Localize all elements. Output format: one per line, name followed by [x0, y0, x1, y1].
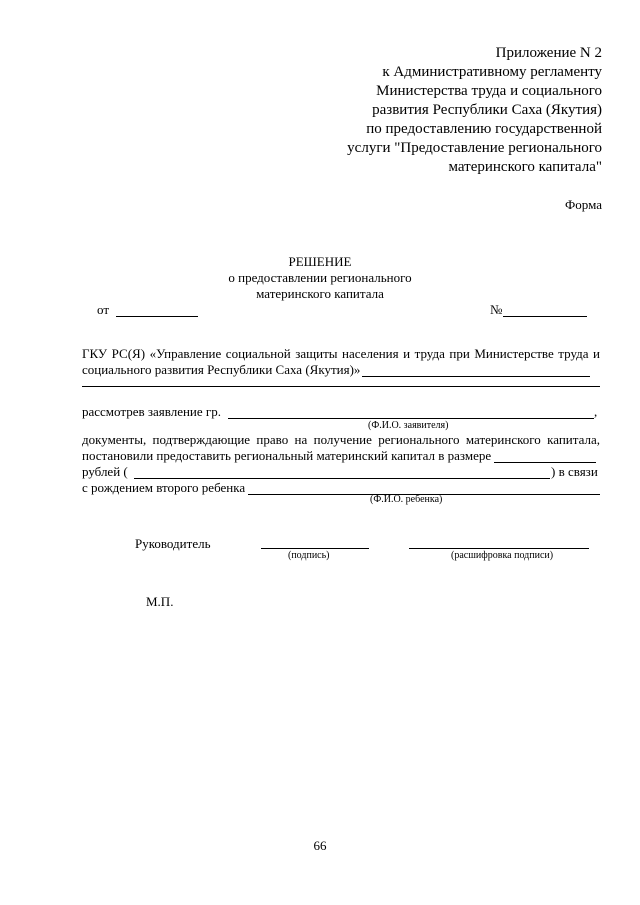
body-line-1: документы, подтверждающие право на получение регионального материнского капитала,: [82, 432, 600, 447]
signature-decode-field[interactable]: [409, 548, 589, 549]
body-line-2: постановили предоставить региональный материнский капитал в размере: [82, 448, 492, 463]
org-line-2: социального развития Республики Саха (Якутия)»: [82, 362, 361, 377]
title-heading: РЕШЕНИЕ: [288, 254, 352, 269]
applicant-name-field[interactable]: [228, 418, 594, 419]
appendix-header: [272, 44, 602, 177]
child-hint: (Ф.И.О. ребенка): [370, 494, 443, 505]
role-label: Руководитель: [135, 536, 211, 551]
header-line-3: Министерства труда и социального: [376, 83, 602, 99]
form-label: Форма: [565, 197, 602, 212]
document-title: [0, 254, 640, 302]
rubles-prefix: рублей (: [82, 464, 128, 479]
header-line-4: развития Республики Саха (Якутия): [372, 102, 602, 118]
number-field[interactable]: [503, 316, 587, 317]
child-label: с рождением второго ребенка: [82, 480, 246, 495]
signature-field[interactable]: [261, 548, 369, 549]
header-line-2: к Административному регламенту: [382, 64, 602, 80]
header-line-1: Приложение N 2: [495, 45, 602, 61]
org-field-end[interactable]: [362, 376, 590, 377]
rubles-suffix: ) в связи: [551, 464, 598, 479]
org-line-1: ГКУ РС(Я) «Управление социальной защиты населения и труда при Министерстве труда и: [82, 346, 600, 361]
header-line-6: услуги "Предоставление регионального: [347, 140, 602, 156]
signature-decode-hint: (расшифровка подписи): [451, 550, 554, 561]
date-field[interactable]: [116, 316, 198, 317]
applicant-hint: (Ф.И.О. заявителя): [368, 420, 449, 431]
title-line-2: материнского капитала: [256, 286, 384, 301]
amount-field[interactable]: [494, 462, 596, 463]
header-line-7: материнского капитала": [448, 159, 602, 175]
applicant-label: рассмотрев заявление гр.: [82, 404, 221, 419]
header-line-5: по предоставлению государственной: [366, 121, 602, 137]
signature-hint: (подпись): [288, 550, 330, 561]
applicant-comma: ,: [594, 404, 598, 419]
number-label: №: [490, 302, 503, 317]
org-field-full-line[interactable]: [82, 386, 600, 387]
title-line-1: о предоставлении регионального: [228, 270, 412, 285]
date-label: от: [97, 302, 110, 317]
stamp-label: М.П.: [146, 594, 174, 609]
page-number: 66: [313, 838, 327, 853]
amount-words-field[interactable]: [134, 478, 550, 479]
